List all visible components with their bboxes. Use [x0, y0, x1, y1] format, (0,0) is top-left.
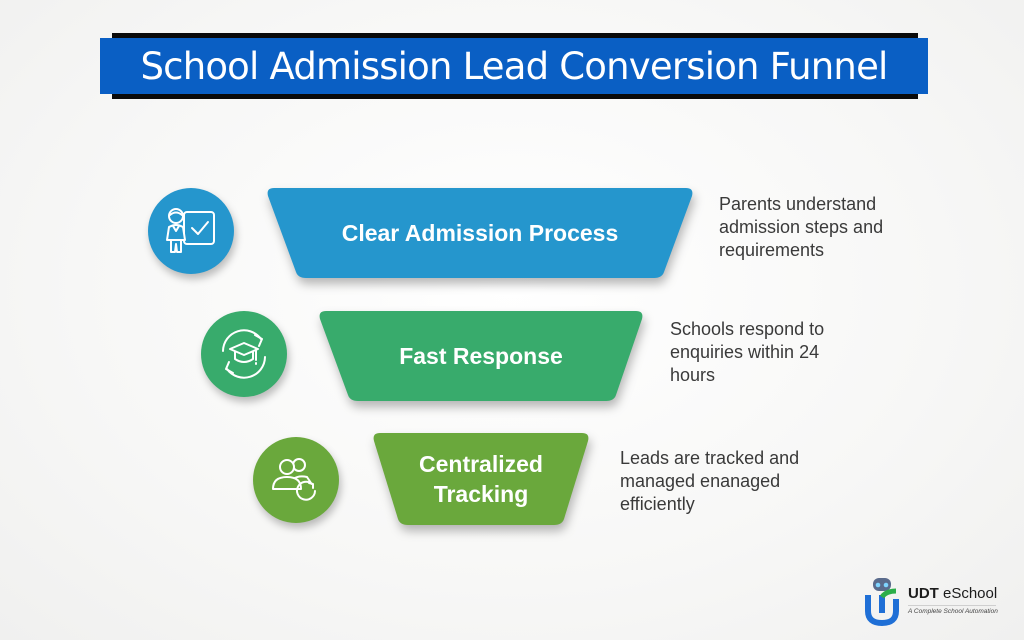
funnel-stage-3-label: [372, 433, 590, 525]
logo-divider: [908, 605, 996, 606]
funnel-stage-3-label-line2: Tracking: [433, 481, 529, 507]
funnel-stage-3-label-line1: Centralized: [419, 451, 543, 477]
funnel-stage-1-label: Clear Admission Process: [341, 220, 619, 246]
stage-2-description: Schools respond to enquiries within 24 hours: [670, 319, 825, 385]
funnel-stage-1: [266, 188, 694, 278]
stage-1-description: Parents understand admission steps and requirements: [719, 194, 884, 260]
udt-eschool-logo: [864, 575, 1014, 630]
stage-3-icon-circle: [253, 437, 339, 523]
stage-3-description: Leads are tracked and managed enanaged efficiently: [620, 448, 800, 514]
stage-1-icon-circle: [148, 188, 234, 274]
users-refresh-icon: [265, 449, 327, 511]
title-banner: [100, 33, 928, 99]
logo-tagline: A Complete School Automation: [908, 608, 998, 615]
teacher-board-check-icon: [160, 200, 222, 262]
funnel-stage-2-label: Fast Response: [399, 343, 563, 369]
stage-2-icon-circle: [201, 311, 287, 397]
page-title: School Admission Lead Conversion Funnel: [140, 44, 888, 88]
title-box: [100, 38, 928, 94]
funnel-stage-3: [372, 433, 590, 525]
robot-u-logo-icon: [864, 575, 906, 627]
graduation-cap-refresh-icon: [213, 323, 275, 385]
logo-brand-name: UDT eSchool: [908, 585, 998, 602]
funnel-stage-2: [318, 311, 644, 401]
